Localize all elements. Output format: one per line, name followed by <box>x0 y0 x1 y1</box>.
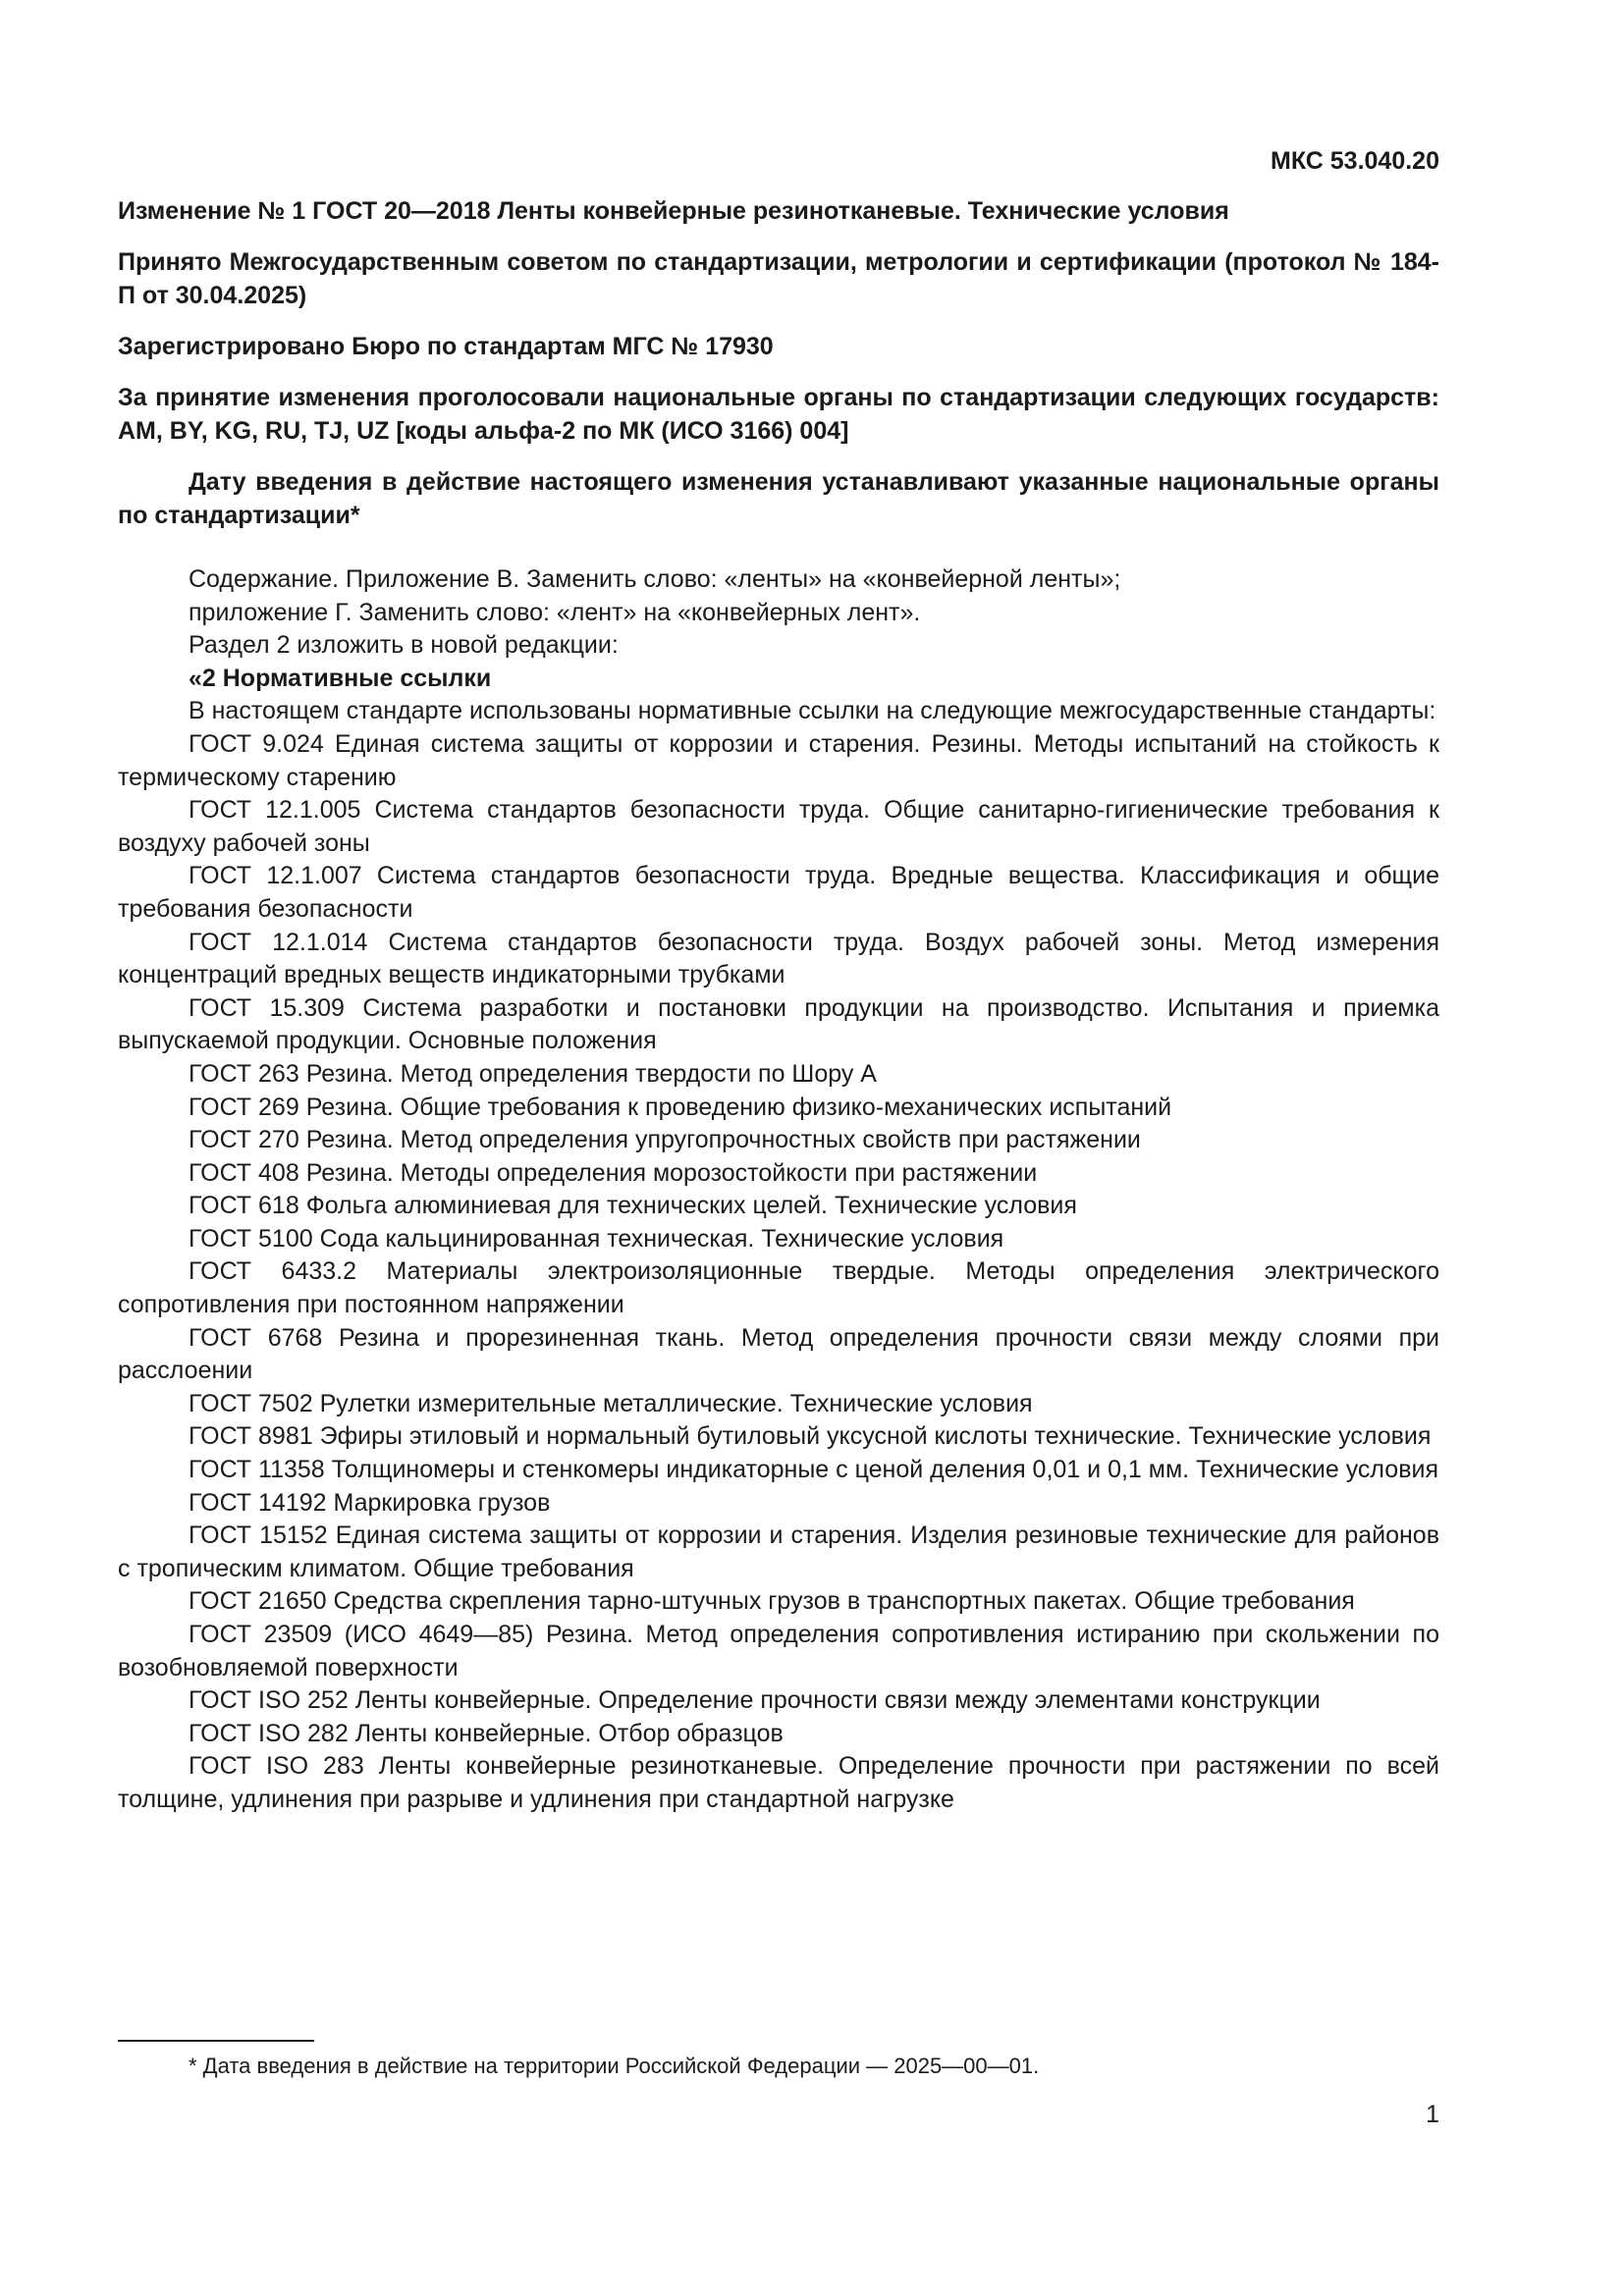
reference-item <box>118 1718 1439 1751</box>
registered-statement: Зарегистрировано Бюро по стандартам МГС № 17930 <box>118 333 774 360</box>
reference-item <box>118 1092 1439 1125</box>
reference-title: Единая система защиты от коррозии и старения. Резины. Методы испытаний на стойкость к термическому старению <box>118 729 1439 791</box>
reference-item <box>118 927 1439 992</box>
reference-code: ГОСТ 14192 <box>189 1488 327 1517</box>
reference-title: Резина и прорезиненная ткань. Метод определения прочности связи между слоями при расслоении <box>118 1323 1439 1385</box>
reference-item <box>118 1520 1439 1585</box>
reference-title: Резина. Методы определения морозостойкости при растяжении <box>305 1158 1038 1187</box>
reference-code: ГОСТ 12.1.005 <box>189 796 361 825</box>
reference-code: ГОСТ 6768 <box>189 1323 323 1352</box>
reference-item <box>118 1190 1439 1223</box>
reference-item <box>118 1223 1439 1256</box>
reference-code: ГОСТ 618 <box>189 1192 299 1220</box>
document-page <box>118 0 1439 2296</box>
reference-title: Резина. Метод определения упругопрочностных свойств при растяжении <box>305 1126 1141 1154</box>
reference-code: ГОСТ ISO 252 <box>189 1686 349 1715</box>
reference-code: ГОСТ 23509 (ИСО 4649—85) <box>189 1621 534 1648</box>
reference-title: Резина. Метод определения сопротивления истиранию при скольжении по возобновляемой поверхности <box>118 1621 1439 1682</box>
reference-title: Рулетки измерительные металлические. Технические условия <box>319 1389 1033 1417</box>
reference-code: ГОСТ 11358 <box>189 1456 325 1484</box>
reference-title: Ленты конвейерные. Отбор образцов <box>354 1719 784 1747</box>
reference-item <box>118 860 1439 926</box>
reference-title: Фольга алюминиевая для технических целей. Технические условия <box>305 1192 1077 1220</box>
content-line-1: Содержание. Приложение В. Заменить слово: «ленты» на «конвейерной ленты»; <box>189 565 1121 593</box>
reference-title: Система стандартов безопасности труда. Вредные вещества. Классификация и общие требования безопасности <box>118 862 1439 923</box>
reference-title: Резина. Общие требования к проведению физико-механических испытаний <box>305 1093 1172 1121</box>
reference-item <box>118 1454 1439 1487</box>
reference-title: Сода кальцинированная техническая. Технические условия <box>319 1224 1004 1253</box>
references-intro: В настоящем стандарте использованы нормативные ссылки на следующие межгосударственные стандарты: <box>189 697 1436 725</box>
reference-code: ГОСТ 15152 <box>189 1522 328 1550</box>
date-note: Дату введения в действие настоящего изменения устанавливают указанные национальные органы по стандартизации* <box>118 468 1439 529</box>
reference-item <box>118 1619 1439 1684</box>
reference-item <box>118 1750 1439 1816</box>
reference-title: Система стандартов безопасности труда. Воздух рабочей зоны. Метод измерения концентраций вредных веществ индикаторными трубками <box>118 928 1439 989</box>
reference-code: ГОСТ 9.024 <box>189 729 324 758</box>
reference-item <box>118 1058 1439 1092</box>
reference-title: Эфиры этиловый и нормальный бутиловый уксусной кислоты технические. Технические условия <box>319 1422 1432 1451</box>
references-list <box>118 728 1439 1817</box>
amendment-title: Изменение № 1 ГОСТ 20—2018 Ленты конвейерные резинотканевые. Технические условия <box>118 197 1229 225</box>
reference-title: Ленты конвейерные резинотканевые. Определение прочности при растяжении по всей толщине, удлинения при разрыве и удлинения при стандартной нагрузке <box>118 1752 1439 1813</box>
reference-code: ГОСТ 12.1.014 <box>189 928 368 956</box>
mks-code: МКС 53.040.20 <box>1271 147 1439 175</box>
reference-title: Резина. Метод определения твердости по Шору А <box>305 1059 877 1088</box>
reference-code: ГОСТ 21650 <box>189 1587 327 1616</box>
reference-title: Маркировка грузов <box>333 1488 551 1517</box>
reference-title: Система стандартов безопасности труда. Общие санитарно-гигиенические требования к воздуху рабочей зоны <box>118 796 1439 857</box>
page-number: 1 <box>1426 2101 1439 2128</box>
amendment-body <box>118 563 1439 1817</box>
reference-code: ГОСТ 5100 <box>189 1224 313 1253</box>
reference-code: ГОСТ 15.309 <box>189 993 345 1022</box>
footnote-divider <box>118 2040 314 2042</box>
content-line-2: приложение Г. Заменить слово: «лент» на «конвейерных лент». <box>189 598 921 626</box>
reference-item <box>118 1157 1439 1191</box>
reference-item <box>118 728 1439 794</box>
footnote: * Дата введения в действие на территории Российской Федерации — 2025—00—01. <box>189 2054 1040 2078</box>
reference-item <box>118 1585 1439 1619</box>
reference-item <box>118 1684 1439 1718</box>
reference-code: ГОСТ 12.1.007 <box>189 862 362 890</box>
reference-item <box>118 1255 1439 1321</box>
reference-code: ГОСТ 408 <box>189 1158 299 1187</box>
reference-code: ГОСТ 7502 <box>189 1389 313 1417</box>
reference-code: ГОСТ ISO 283 <box>189 1752 364 1781</box>
reference-code: ГОСТ 269 <box>189 1093 299 1121</box>
reference-item <box>118 1322 1439 1388</box>
reference-title: Система разработки и постановки продукции на производство. Испытания и приемка выпускаемой продукции. Основные положения <box>118 993 1439 1055</box>
reference-code: ГОСТ 6433.2 <box>189 1257 357 1286</box>
reference-title: Единая система защиты от коррозии и старения. Изделия резиновые технические для районов с тропическим климатом. Общие требования <box>118 1522 1439 1582</box>
reference-code: ГОСТ 263 <box>189 1059 299 1088</box>
reference-code: ГОСТ 8981 <box>189 1422 313 1451</box>
reference-item <box>118 992 1439 1058</box>
reference-title: Ленты конвейерные. Определение прочности связи между элементами конструкции <box>354 1686 1321 1715</box>
accepted-statement: Принято Межгосударственным советом по стандартизации, метрологии и сертификации (протокол № 184-П от 30.04.2025) <box>118 248 1439 309</box>
voted-statement: За принятие изменения проголосовали национальные органы по стандартизации следующих государств: AM, BY, KG, RU, TJ, UZ [коды альфа-2 по МК (ИСО 3166) 004] <box>118 384 1439 445</box>
reference-code: ГОСТ 270 <box>189 1126 299 1154</box>
section-line: Раздел 2 изложить в новой редакции: <box>189 631 619 660</box>
reference-title: Материалы электроизоляционные твердые. Методы определения электрического сопротивления при постоянном напряжении <box>118 1257 1439 1319</box>
reference-item <box>118 1420 1439 1454</box>
amendment-header <box>118 194 1439 550</box>
reference-item <box>118 1388 1439 1421</box>
reference-item <box>118 1124 1439 1157</box>
reference-title: Толщиномеры и стенкомеры индикаторные с ценой деления 0,01 и 0,1 мм. Технические условия <box>331 1456 1438 1484</box>
reference-item <box>118 1487 1439 1521</box>
reference-item <box>118 794 1439 860</box>
reference-code: ГОСТ ISO 282 <box>189 1719 349 1747</box>
reference-title: Средства скрепления тарно-штучных грузов в транспортных пакетах. Общие требования <box>333 1587 1355 1616</box>
section-heading: «2 Нормативные ссылки <box>189 664 492 692</box>
